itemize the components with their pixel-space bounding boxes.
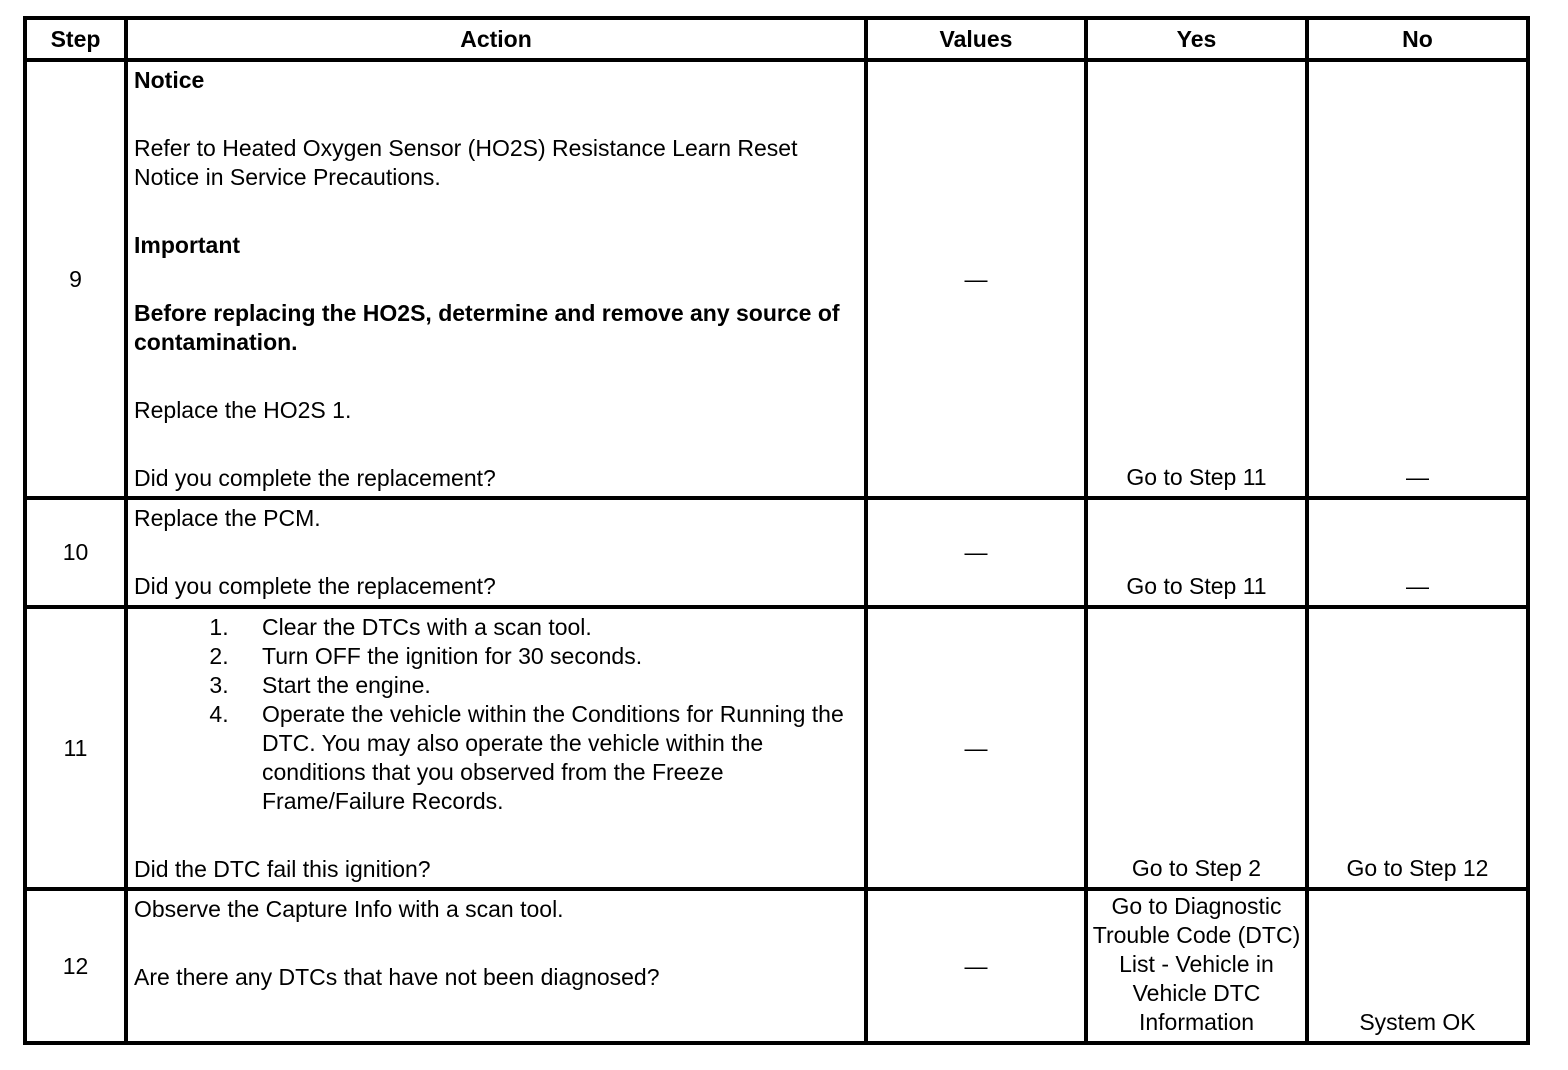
list-item: 4. Operate the vehicle within the Conditions for Running the DTC. You may also operate the vehicle within the conditions that you observed from the Freeze Frame/Failure Records. <box>235 700 858 816</box>
instruction-text: Observe the Capture Info with a scan tool. <box>134 896 564 922</box>
yes-cell <box>1086 889 1307 1043</box>
yes-link[interactable]: Go to Step 11 <box>1126 464 1267 490</box>
yes-cell <box>1086 607 1307 889</box>
question-text: Did you complete the replacement? <box>134 465 496 491</box>
header-action: Action <box>126 18 866 60</box>
step-number: 10 <box>25 498 126 607</box>
no-cell <box>1307 60 1528 498</box>
values-cell: — <box>866 607 1086 889</box>
yes-link[interactable]: Go to Diagnostic Trouble Code (DTC) List - Vehicle in Vehicle DTC Information <box>1092 893 1301 1035</box>
list-item: 1. Clear the DTCs with a scan tool. <box>235 613 858 642</box>
action-cell <box>126 498 866 607</box>
step-number: 11 <box>25 607 126 889</box>
action-cell <box>126 889 866 1043</box>
yes-link[interactable]: Go to Step 2 <box>1131 855 1262 881</box>
action-cell <box>126 607 866 889</box>
list-item: 3. Start the engine. <box>235 671 858 700</box>
no-link[interactable]: Go to Step 12 <box>1346 855 1489 881</box>
step-number: 9 <box>25 60 126 498</box>
yes-link[interactable]: Go to Step 11 <box>1126 573 1267 599</box>
no-result: — <box>1406 573 1429 599</box>
no-cell <box>1307 498 1528 607</box>
no-result: — <box>1406 464 1429 490</box>
values-cell: — <box>866 498 1086 607</box>
important-title: Important <box>134 232 241 258</box>
notice-text: Refer to Heated Oxygen Sensor (HO2S) Resistance Learn Reset Notice in Service Precautions. <box>134 135 798 190</box>
table-row-step-10 <box>25 498 1528 607</box>
header-step: Step <box>25 18 126 60</box>
question-text: Did the DTC fail this ignition? <box>134 856 431 882</box>
step-number: 12 <box>25 889 126 1043</box>
header-values: Values <box>866 18 1086 60</box>
header-row <box>25 18 1528 60</box>
values-cell: — <box>866 60 1086 498</box>
table-row-step-11 <box>25 607 1528 889</box>
question-text: Are there any DTCs that have not been diagnosed? <box>134 964 660 990</box>
table-row-step-9 <box>25 60 1528 498</box>
header-no: No <box>1307 18 1528 60</box>
yes-cell <box>1086 498 1307 607</box>
table-row-step-12 <box>25 889 1528 1043</box>
yes-cell <box>1086 60 1307 498</box>
procedure-list <box>134 613 858 816</box>
no-cell <box>1307 889 1528 1043</box>
header-yes: Yes <box>1086 18 1307 60</box>
instruction-text: Replace the PCM. <box>134 505 321 531</box>
notice-title: Notice <box>134 67 205 93</box>
values-cell: — <box>866 889 1086 1043</box>
diagnostic-table <box>23 16 1530 1045</box>
no-result: System OK <box>1359 1009 1476 1035</box>
action-cell <box>126 60 866 498</box>
instruction-text: Replace the HO2S 1. <box>134 397 352 423</box>
important-text: Before replacing the HO2S, determine and remove any source of contamination. <box>134 300 840 355</box>
list-item: 2. Turn OFF the ignition for 30 seconds. <box>235 642 858 671</box>
no-cell <box>1307 607 1528 889</box>
question-text: Did you complete the replacement? <box>134 573 496 599</box>
